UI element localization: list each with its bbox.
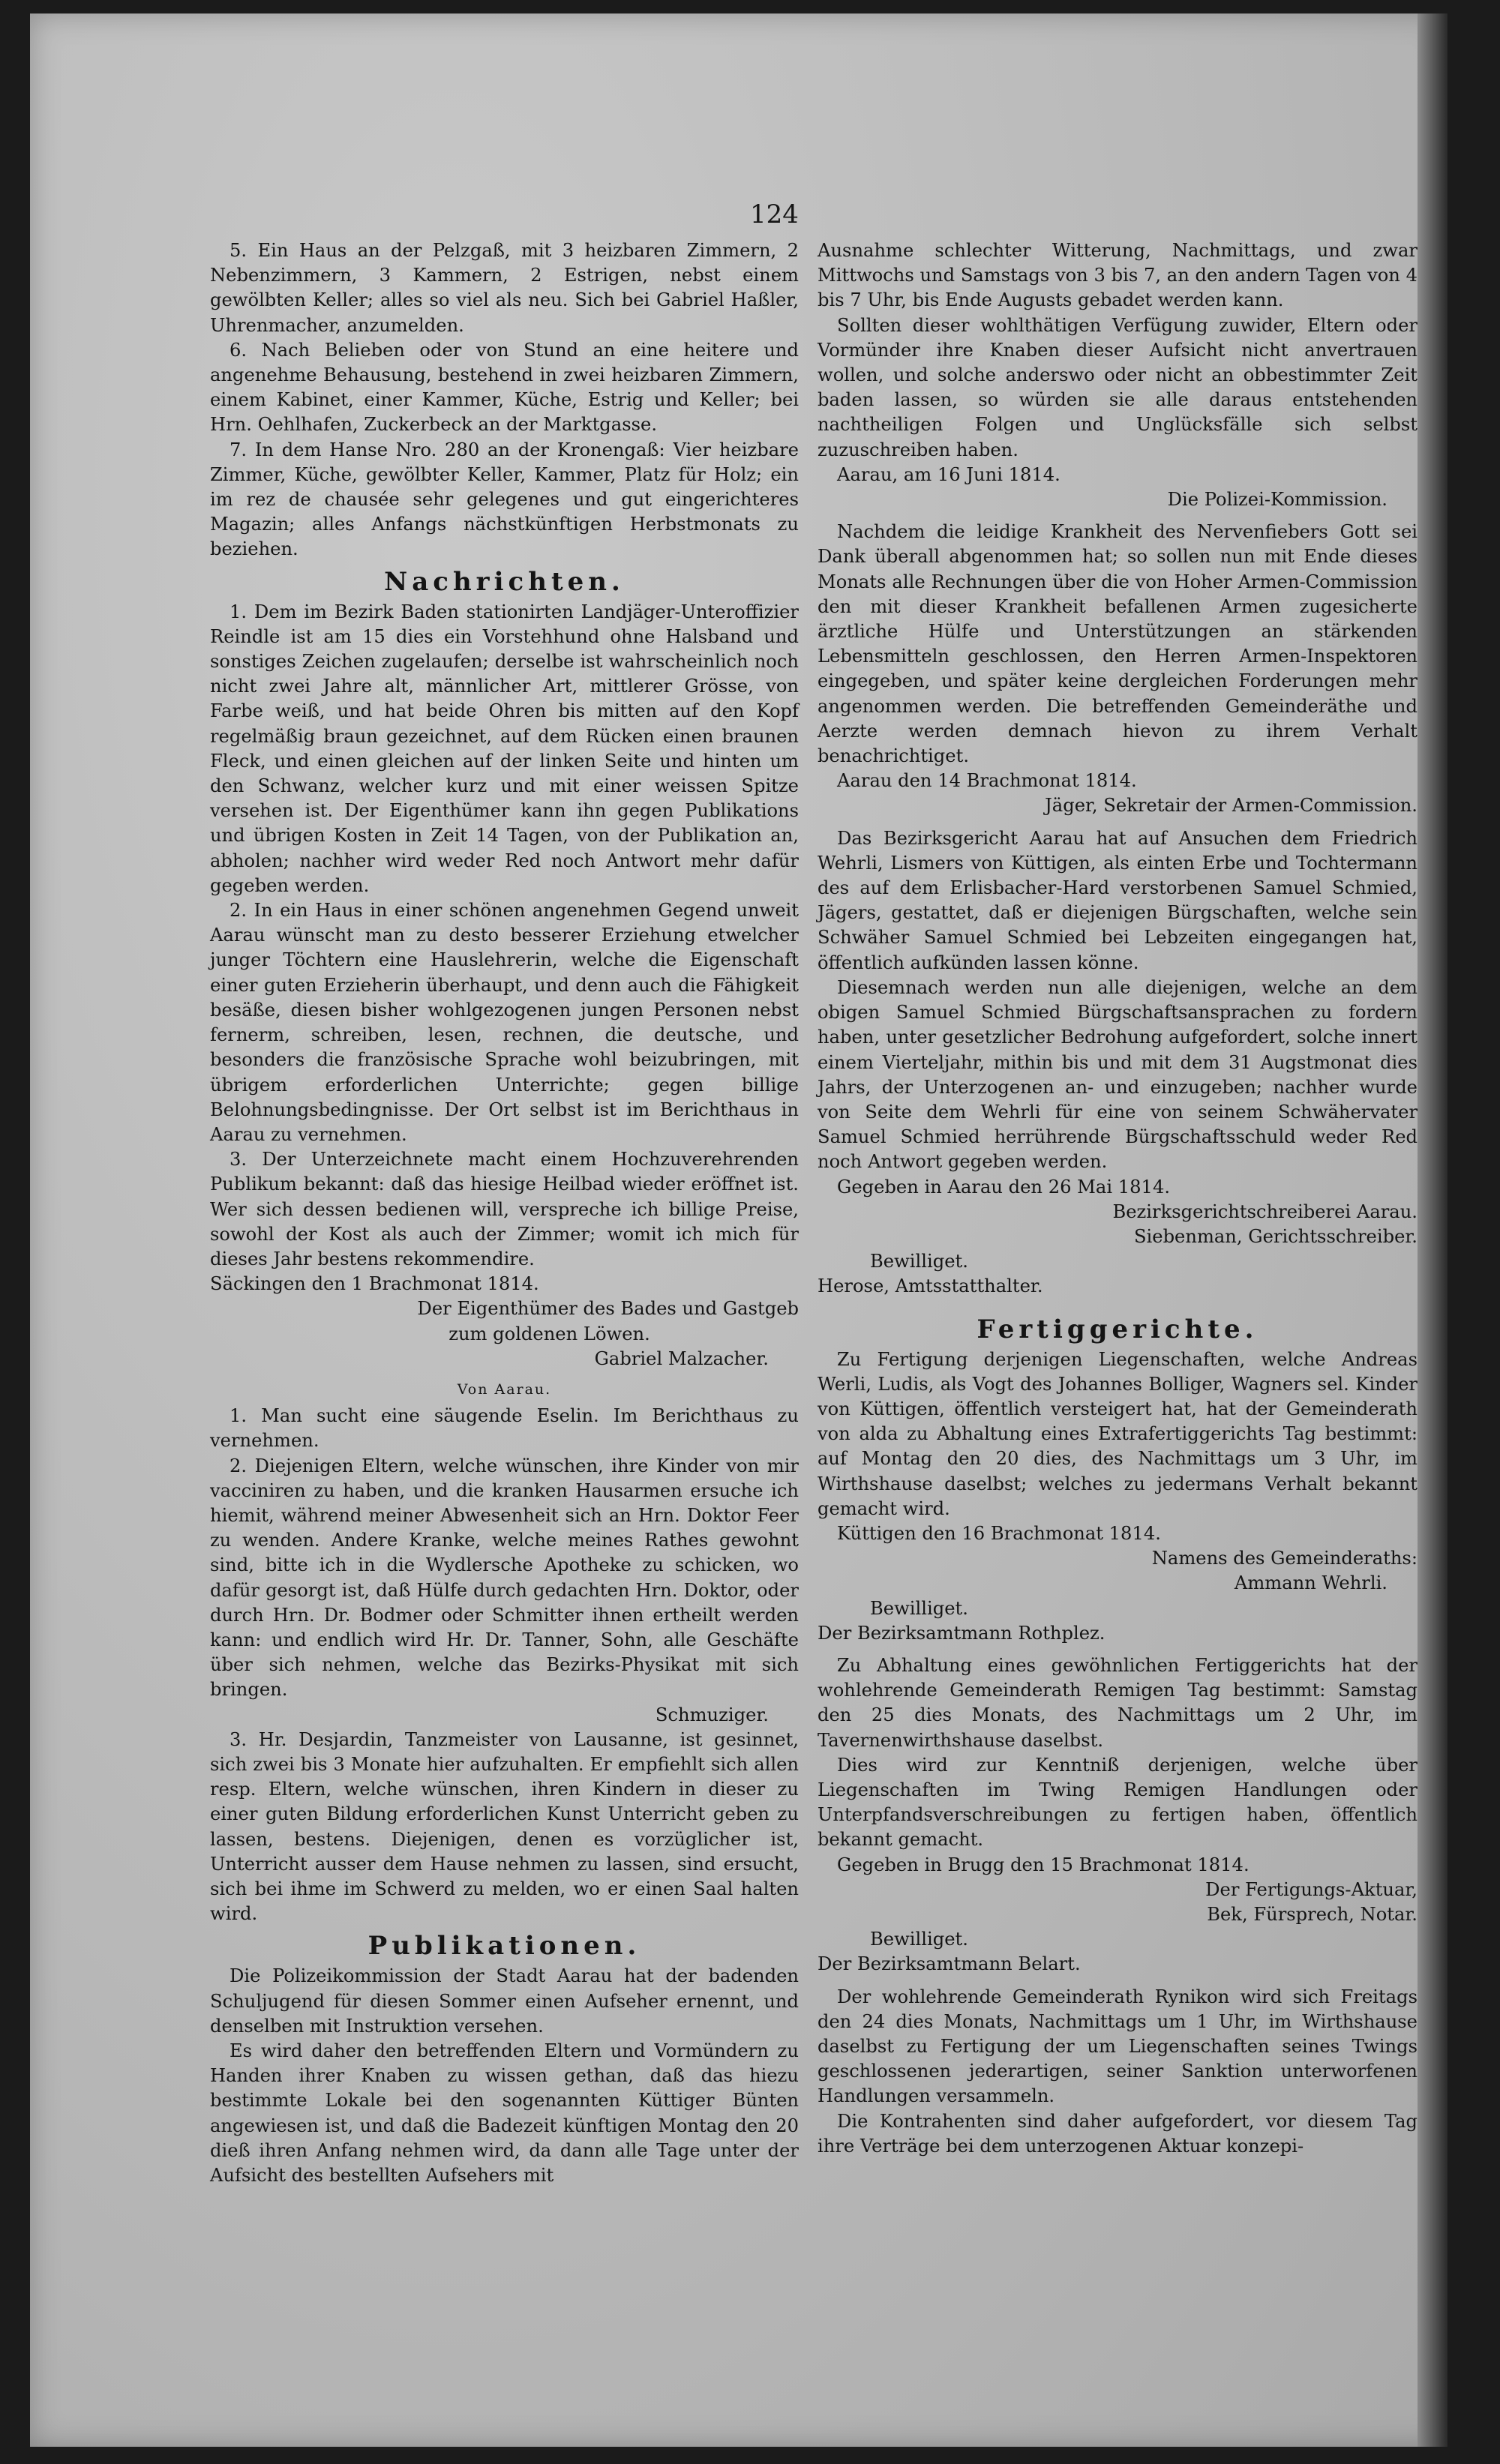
- court-notice-3-signature-line1: Der Fertigungs-Aktuar,: [1205, 1878, 1418, 1900]
- publication-3-signature: Die Polizei-Kommission.: [1167, 489, 1388, 511]
- publication-1: Die Polizeikommission der Stadt Aarau hat der badenden Schuljugend für diesen Sommer einen Aufseher ernennt, und denselben mit Instruktion versehen.: [210, 1965, 799, 2037]
- publication-3-date: Aarau, am 16 Juni 1814.: [837, 463, 1060, 485]
- subsection-von-aarau: Von Aarau.: [457, 1380, 552, 1398]
- notice-2: 2. In ein Haus in einer schönen angenehmen Gegend unweit Aarau wünscht man zu desto besserer Erziehung etwelcher junger Töchtern eine Hauslehrerin, welche die Eigenschaft einer guten Erzieherin überhaupt, und denn auch die Fähigkeit besäße, diesen bisher wohlgezogenen jungen Personen nebst fernerm, schreiben, lesen, rechnen, die deutsche, und besonders die französische Sprache wohl beizubringen, mit übrigem erforderlichen Unterrichte; gegen billige Belohnungsbedingnisse. Der Ort selbst ist im Berichthaus in Aarau zu vernehmen.: [210, 900, 799, 1145]
- court-notice-5: Die Kontrahenten sind daher aufgefordert, vor diesem Tag ihre Verträge bei dem unterzogenen Aktuar konzepi-: [818, 2110, 1418, 2157]
- publication-6-signature-line1: Bezirksgerichtschreiberei Aarau.: [1112, 1201, 1418, 1222]
- court-notice-1-official: Der Bezirksamtmann Rothplez.: [818, 1622, 1106, 1644]
- right-column: [818, 238, 1418, 2159]
- publication-6: Diesemnach werden nun alle diejenigen, welche an dem obigen Samuel Schmied Bürgschaftsansprachen zu fordern haben, unter gesetzlicher Bedrohung aufgefordert, solche innert einem Vierteljahr, mithin bis und mit dem 31 Augstmonat dies Jahrs, der Unterzogenen an- und einzugeben; nachher wurde von Seite dem Wehrli für eine von seinem Schwähervater Samuel Schmied herrührende Bürgschaftsschuld weder Red noch Antwort gegeben werden.: [818, 976, 1418, 1173]
- publication-5: Das Bezirksgericht Aarau hat auf Ansuchen dem Friedrich Wehrli, Lismers von Küttigen, als einten Erbe und Tochtermann des auf dem Erlisbacher-Hard verstorbenen Samuel Schmied, Jägers, gestattet, daß er diejenigen Bürgschaften, welche sein Schwäher Samuel Schmied bei Lebzeiten eingegangen hat, öffentlich aufkünden lassen könne.: [818, 827, 1418, 973]
- publication-3: Sollten dieser wohlthätigen Verfügung zuwider, Eltern oder Vormünder ihre Knaben dieser Aufsicht nicht anvertrauen wollen, und solche anderswo oder nicht an obbestimmter Zeit baden lassen, so würden sie alle daraus entstehenden nachtheiligen Folgen und Unglücksfälle sich selbst zuzuschreiben haben.: [818, 314, 1418, 460]
- court-notice-1-approved: Bewilliget.: [870, 1597, 968, 1619]
- notice-3-signature-line2: zum goldenen Löwen.: [448, 1323, 650, 1344]
- court-notice-1: Zu Fertigung derjenigen Liegenschaften, welche Andreas Werli, Ludis, als Vogt des Johannes Bolliger, Wagners sel. Kinder von Küttigen, öffentlich versteigert hat, hat der Gemeinderath von alda zu Abhaltung eines Extrafertiggerichts Tag bestimmt: auf Montag den 20 dies, des Nachmittags um 3 Uhr, im Wirthshause daselbst; welches zu jedermans Verhalt bekannt gemacht wird.: [818, 1348, 1418, 1519]
- court-notice-1-signature-line1: Namens des Gemeinderaths:: [1151, 1548, 1418, 1569]
- publication-6-official: Herose, Amtsstatthalter.: [818, 1275, 1043, 1297]
- notice-3-date: Säckingen den 1 Brachmonat 1814.: [210, 1273, 539, 1295]
- court-notice-1-signature-line2: Ammann Wehrli.: [1234, 1572, 1388, 1594]
- court-notice-3-date: Gegeben in Brugg den 15 Brachmonat 1814.: [837, 1854, 1250, 1875]
- aarau-notice-2-signature: Schmuziger.: [655, 1704, 769, 1725]
- listing-6: 6. Nach Belieben oder von Stund an eine heitere und angenehme Behausung, bestehend in zwei heizbaren Zimmern, einem Kabinet, einer Kammer, Küche, Estrig und Keller; bei Hrn. Oehlhafen, Zuckerbeck an der Marktgasse.: [210, 339, 799, 436]
- notice-3: 3. Der Unterzeichnete macht einem Hochzuverehrenden Publikum bekannt: daß das hiesige Heilbad wieder eröffnet ist. Wer sich dessen bedienen will, verspreche ich billige Preise, sowohl der Kost als auch der Zimmer; womit ich mich für dieses Jahr bestens rekommendire.: [210, 1149, 799, 1269]
- court-notice-3: Dies wird zur Kenntniß derjenigen, welche über Liegenschaften im Twing Remigen Handlungen oder Unterpfandsverschreibungen zu fertigen haben, öffentlich bekannt gemacht.: [818, 1754, 1418, 1851]
- listing-5: 5. Ein Haus an der Pelzgaß, mit 3 heizbaren Zimmern, 2 Nebenzimmern, 3 Kammern, 2 Estrigen, nebst einem gewölbten Keller; alles so viel als neu. Sich bei Gabriel Haßler, Uhrenmacher, anzumelden.: [210, 240, 799, 336]
- court-notice-2: Zu Abhaltung eines gewöhnlichen Fertiggerichts hat der wohlehrende Gemeinderath Remigen Tag bestimmt: Samstag den 25 dies Monats, des Nachmittags um 2 Uhr, im Tavernenwirthshause daselbst.: [818, 1654, 1418, 1751]
- notice-1: 1. Dem im Bezirk Baden stationirten Landjäger-Unteroffizier Reindle ist am 15 dies ein Vorstehhund ohne Halsband und sonstiges Zeichen zugelaufen; derselbe ist wahrscheinlich noch nicht zwei Jahre alt, männlicher Art, mittlerer Grösse, von Farbe weiß, und hat beide Ohren bis mitten auf den Kopf regelmäßig braun gezeichnet, auf dem Rücken einen braunen Fleck, und einen gleichen auf der linken Seite und hinten um den Schwanz, welcher kurz und mit einer weissen Spitze versehen ist. Der Eigenthümer kann ihn gegen Publikations und übrigen Kosten in Zeit 14 Tagen, von der Publikation an, abholen; nachher wird weder Red noch Antwort mehr dafür gegeben werden.: [210, 601, 799, 896]
- listing-7: 7. In dem Hanse Nro. 280 an der Kronengaß: Vier heizbare Zimmer, Küche, gewölbter Keller, Kammer, Platz für Holz; ein im rez de chausée sehr gelegenes und gut eingerichteres Magazin; alles Anfangs nächstkünftigen Herbstmonats zu beziehen.: [210, 439, 799, 560]
- publication-6-signature-line2: Siebenman, Gerichtsschreiber.: [1133, 1225, 1418, 1247]
- aarau-notice-1: 1. Man sucht eine säugende Eselin. Im Berichthaus zu vernehmen.: [210, 1405, 799, 1452]
- publication-4-date: Aarau den 14 Brachmonat 1814.: [837, 770, 1137, 792]
- section-title-publikationen: Publikationen.: [368, 1931, 641, 1962]
- court-notice-3-approved: Bewilliget.: [870, 1929, 968, 1950]
- left-column: [210, 238, 799, 2188]
- publication-continued: Ausnahme schlechter Witterung, Nachmittags, und zwar Mittwochs und Samstags von 3 bis 7, an den andern Tagen von 4 bis 7 Uhr, bis Ende Augusts gebadet werden kann.: [818, 240, 1418, 311]
- aarau-notice-3: 3. Hr. Desjardin, Tanzmeister von Lausanne, ist gesinnet, sich zwei bis 3 Monate hier aufzuhalten. Er empfiehlt sich allen resp. Eltern, welche wünschen, ihren Kindern in dieser zu einer guten Bildung erforderlichen Kunst Unterricht geben zu lassen, bestens. Diejenigen, denen es vorzüglicher ist, Unterricht ausser dem Hause nehmen zu lassen, sind ersucht, sich bei ihme im Schwerd zu melden, wo er einen Saal halten wird.: [210, 1728, 799, 1925]
- court-notice-4: Der wohlehrende Gemeinderath Rynikon wird sich Freitags den 24 dies Monats, Nachmittags um 1 Uhr, im Wirthshause daselbst zu Fertigung der um Liegenschaften seines Twings geschlossenen jederartigen, seiner Sanktion unterworfenen Handlungen versammeln.: [818, 1986, 1418, 2107]
- court-notice-3-official: Der Bezirksamtmann Belart.: [818, 1953, 1081, 1975]
- section-title-fertiggerichte: Fertiggerichte.: [976, 1314, 1258, 1344]
- publication-2: Es wird daher den betreffenden Eltern und Vormündern zu Handen ihrer Knaben zu wissen gethan, daß das hiezu bestimmte Lokale bei den sogenannten Küttiger Bünten angewiesen ist, und daß die Badezeit künftigen Montag den 20 dieß ihren Anfang nehmen wird, da dann alle Tage unter der Aufsicht des bestellten Aufsehers mit: [210, 2040, 799, 2187]
- page-number: 124: [750, 199, 799, 229]
- section-title-nachrichten: Nachrichten.: [384, 566, 625, 597]
- publication-6-date: Gegeben in Aarau den 26 Mai 1814.: [837, 1176, 1171, 1198]
- binding-edge: [1418, 13, 1448, 2447]
- notice-3-signature-line1: Der Eigenthümer des Bades und Gastgeb: [417, 1298, 799, 1320]
- publication-6-approved: Bewilliget.: [870, 1251, 968, 1272]
- newspaper-page: [30, 13, 1448, 2447]
- notice-3-signature-name: Gabriel Malzacher.: [594, 1347, 769, 1369]
- court-notice-1-date: Küttigen den 16 Brachmonat 1814.: [837, 1522, 1161, 1544]
- court-notice-3-signature-line2: Bek, Fürsprech, Notar.: [1207, 1904, 1418, 1925]
- aarau-notice-2: 2. Diejenigen Eltern, welche wünschen, ihre Kinder von mir vacciniren zu haben, und die kranken Hausarmen ersuche ich hiemit, während meiner Abwesenheit sich an Hrn. Doktor Feer zu wenden. Andere Kranke, welche meines Rathes gewohnt sind, bitte ich in die Wydlersche Apotheke zu schicken, wo dafür gesorgt ist, daß Hülfe durch gedachten Hrn. Doktor, oder durch Hrn. Dr. Bodmer oder Schmitter ihnen ertheilt werden kann: und endlich wird Hr. Dr. Tanner, Sohn, alle Geschäfte über sich nehmen, welche das Bezirks-Physikat mit sich bringen.: [210, 1455, 799, 1701]
- publication-4-signature: Jäger, Sekretair der Armen-Commission.: [1045, 795, 1418, 817]
- publication-4: Nachdem die leidige Krankheit des Nervenfiebers Gott sei Dank überall abgenommen hat; so sollen nun mit Ende dieses Monats alle Rechnungen über die von Hoher Armen-Commission den mit dieser Krankheit befallenen Armen zugesicherte ärztliche Hülfe und Unterstützungen an stärkenden Lebensmitteln geschlossen, den Herren Armen-Inspektoren eingegeben, und später keine dergleichen Forderungen mehr angenommen werden. Die betreffenden Gemeinderäthe und Aerzte werden demnach hievon zu ihrem Verhalt benachrichtiget.: [818, 521, 1418, 767]
